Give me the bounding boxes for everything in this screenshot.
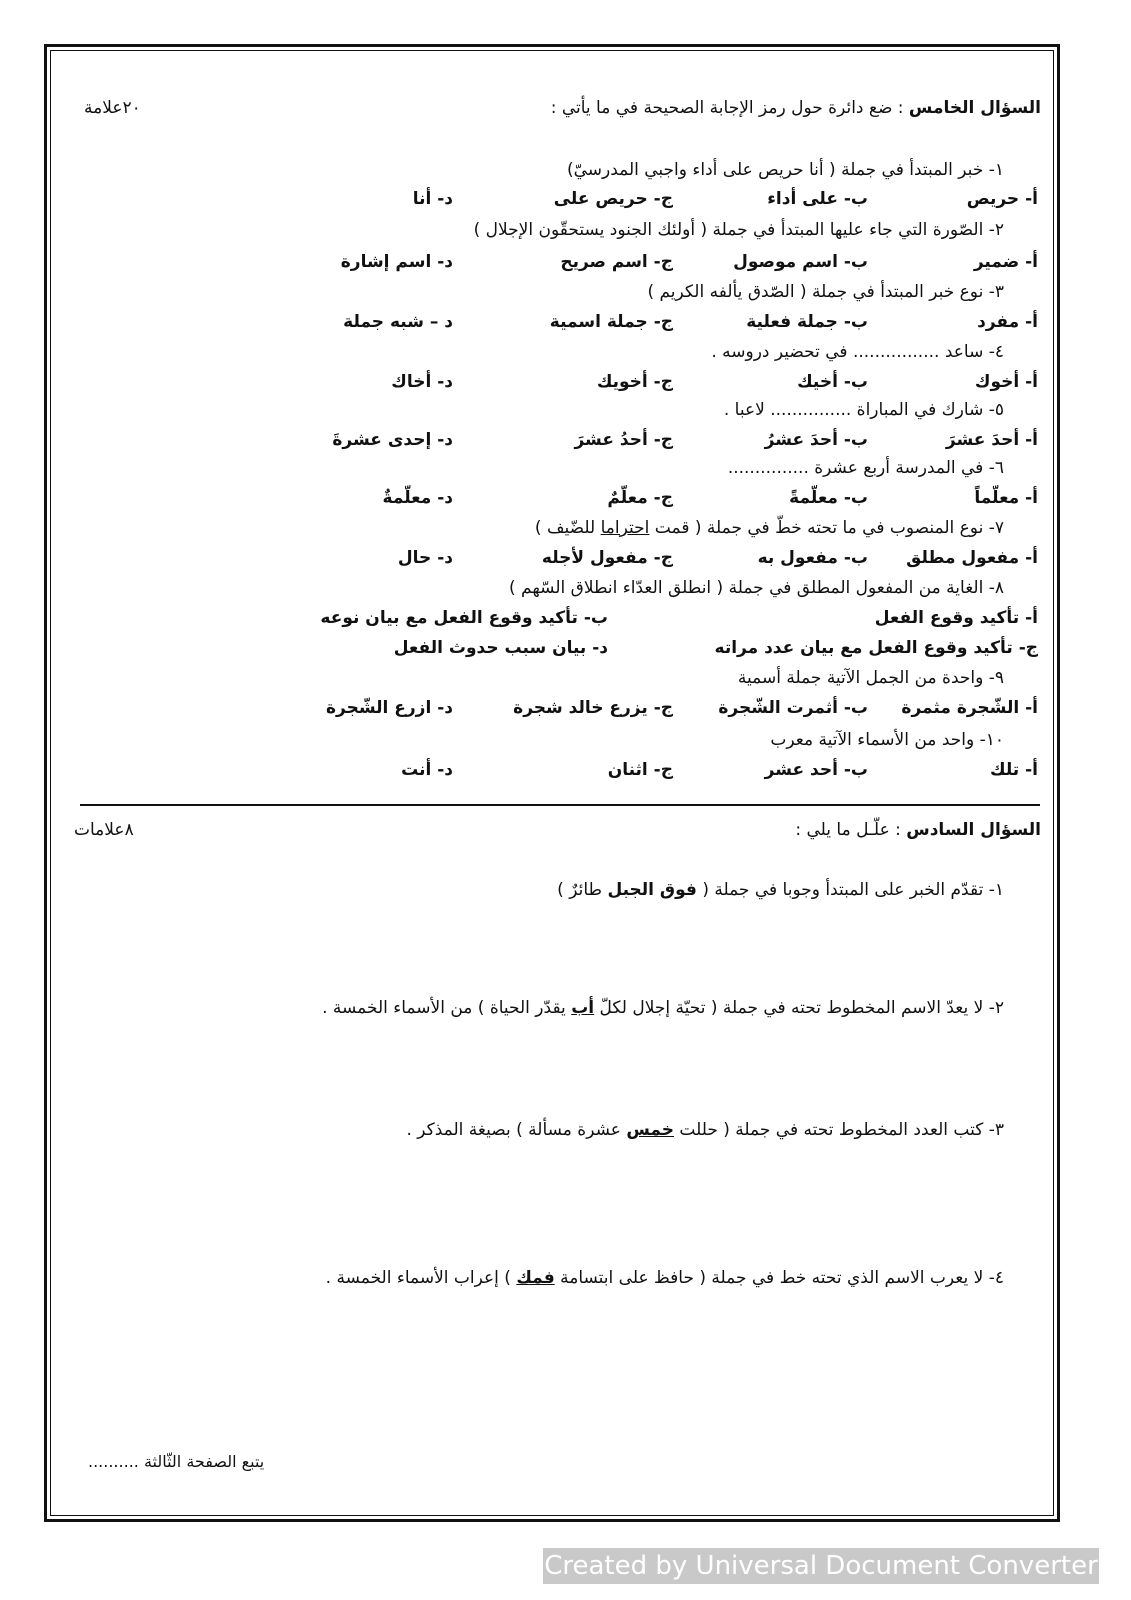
q5-item-2-question: ٢- الصّورة التي جاء عليها المبتدأ في جملة ( أولئك الجنود يستحقّون الإجلال ) <box>473 220 1004 240</box>
q5-item-2-option-a[interactable]: أ- ضمير <box>973 252 1038 272</box>
q5-item-6-options <box>208 488 1038 514</box>
q5-item-8-option-d[interactable]: د- بيان سبب حدوث الفعل <box>393 638 608 658</box>
q5-item-7-option-b[interactable]: ب- مفعول به <box>757 548 868 568</box>
q6-item-3-underlined: خمس <box>626 1120 674 1140</box>
q5-item-9-options <box>208 698 1038 724</box>
q6-item-1-text-start: ١- تقدّم الخبر على المبتدأ وجوبا في جملة ( <box>696 880 1004 900</box>
q5-item-8-option-c[interactable]: ج- تأكيد وقوع الفعل مع بيان عدد مراته <box>714 638 1038 658</box>
q6-title-instruction: : علّـل ما يلي : <box>795 820 907 840</box>
q5-item-4-option-d[interactable]: د- أخاك <box>391 372 453 392</box>
q6-item-3-text-end: عشرة مسألة ) بصيغة المذكر . <box>406 1120 627 1140</box>
q5-item-1-question: ١- خبر المبتدأ في جملة ( أنا حريص على أداء واجبي المدرسيّ) <box>566 160 1004 180</box>
q5-item-9-option-a[interactable]: أ- الشّجرة مثمرة <box>901 698 1038 718</box>
q6-title <box>795 820 1041 840</box>
q6-item-4 <box>326 1268 1004 1288</box>
q5-item-9-option-b[interactable]: ب- أثمرت الشّجرة <box>718 698 868 718</box>
footer-continue: يتبع الصفحة الثّالثة .......... <box>88 1452 265 1471</box>
q5-item-8-option-a[interactable]: أ- تأكيد وقوع الفعل <box>874 608 1038 628</box>
q5-item-3-option-b[interactable]: ب- جملة فعلية <box>746 312 868 332</box>
q5-item-1-option-a[interactable]: أ- حريص <box>966 189 1038 209</box>
q5-item-7-option-a[interactable]: أ- مفعول مطلق <box>906 548 1038 568</box>
q5-item-3-question: ٣- نوع خبر المبتدأ في جملة ( الصّدق يألفه الكريم ) <box>647 282 1004 302</box>
q5-item-4-option-c[interactable]: ج- أخويك <box>596 372 673 392</box>
q5-item-7-option-c[interactable]: ج- مفعول لأجله <box>541 548 673 568</box>
q5-item-7-underlined-word: احتراما <box>600 518 650 538</box>
q6-item-2-underlined: أب <box>571 998 595 1018</box>
q5-item-10-option-b[interactable]: ب- أحد عشر <box>764 760 868 780</box>
q5-item-2-option-b[interactable]: ب- اسم موصول <box>733 252 868 272</box>
q6-item-4-text-end: ) إعراب الأسماء الخمسة . <box>325 1268 517 1288</box>
q5-item-3-option-a[interactable]: أ- مفرد <box>977 312 1038 332</box>
q5-item-7-options <box>208 548 1038 574</box>
q5-title-instruction: : ضع دائرة حول رمز الإجابة الصحيحة في ما يأتي : <box>550 98 909 118</box>
q5-item-1-options <box>208 189 1038 215</box>
q6-item-2 <box>322 998 1004 1018</box>
q5-item-10-question: ١٠- واحد من الأسماء الآتية معرب <box>770 730 1004 750</box>
q5-item-10-options <box>208 760 1038 786</box>
q5-item-6-question: ٦- في المدرسة أربع عشرة ............... <box>727 458 1004 478</box>
section-divider <box>80 804 1040 806</box>
q5-item-5-question: ٥- شارك في المباراة ............... لاعبا . <box>723 400 1004 420</box>
q5-item-5-option-d[interactable]: د- إحدى عشرةَ <box>332 430 453 450</box>
q5-item-8-options-row2 <box>208 638 1038 664</box>
q5-item-10-option-c[interactable]: ج- اثنان <box>607 760 673 780</box>
q5-item-10-option-a[interactable]: أ- تلك <box>990 760 1038 780</box>
q5-item-4-question: ٤- ساعد ................ في تحضير دروسه . <box>711 342 1004 362</box>
q5-item-3-option-d[interactable]: د – شبه جملة <box>343 312 453 332</box>
q5-item-6-option-b[interactable]: ب- معلّمةً <box>789 488 868 508</box>
q6-item-1 <box>557 880 1004 900</box>
q5-item-5-option-c[interactable]: ج- أحدُ عشرَ <box>574 430 673 450</box>
q5-item-6-option-a[interactable]: أ- معلّماً <box>974 488 1038 508</box>
q6-item-1-bold: فوق الجبل <box>607 880 697 900</box>
q6-item-3 <box>406 1120 1004 1140</box>
q5-item-4-options <box>208 372 1038 398</box>
q6-title-label: السؤال السادس <box>906 820 1041 840</box>
q6-item-2-text-start: ٢- لا يعدّ الاسم المخطوط تحته في جملة ( تحيّة إجلال لكلّ <box>594 998 1004 1018</box>
q5-item-6-option-d[interactable]: د- معلّمةٌ <box>382 488 453 508</box>
q5-item-7-question-start: ٧- نوع المنصوب في ما تحته خطّ في جملة ( قمت <box>649 518 1004 538</box>
q5-item-10-option-d[interactable]: د- أنت <box>401 760 453 780</box>
q5-item-7-question-end: للضّيف ) <box>534 518 601 538</box>
watermark: Created by Universal Document Converter <box>543 1548 1099 1584</box>
q5-item-9-option-c[interactable]: ج- يزرع خالد شجرة <box>513 698 673 718</box>
q5-item-9-option-d[interactable]: د- ازرع الشّجرة <box>325 698 453 718</box>
q5-item-5-option-a[interactable]: أ- أحدَ عشرَ <box>945 430 1038 450</box>
q5-item-5-options <box>208 430 1038 456</box>
q6-item-2-text-end: يقدّر الحياة ) من الأسماء الخمسة . <box>322 998 572 1018</box>
q6-item-1-text-end: طائرٌ ) <box>557 880 608 900</box>
q5-item-8-option-b[interactable]: ب- تأكيد وقوع الفعل مع بيان نوعه <box>320 608 608 628</box>
q5-item-6-option-c[interactable]: ج- معلّمٌ <box>607 488 673 508</box>
q5-title-label: السؤال الخامس <box>908 98 1041 118</box>
q5-item-2-options <box>208 252 1038 278</box>
q5-item-1-option-d[interactable]: د- أنا <box>412 189 453 209</box>
q5-item-4-option-b[interactable]: ب- أخيك <box>797 372 868 392</box>
q5-item-7-question <box>535 518 1004 538</box>
q5-item-4-option-a[interactable]: أ- أخوك <box>974 372 1038 392</box>
q5-item-3-option-c[interactable]: ج- جملة اسمية <box>549 312 673 332</box>
q6-marks: ٨علامات <box>74 820 134 840</box>
q5-item-3-options <box>208 312 1038 338</box>
q5-item-1-option-b[interactable]: ب- على أداء <box>767 189 868 209</box>
q5-item-2-option-d[interactable]: د- اسم إشارة <box>340 252 453 272</box>
q5-item-8-options-row1 <box>208 608 1038 634</box>
q5-item-1-option-c[interactable]: ج- حريص على <box>553 189 673 209</box>
q6-item-3-text-start: ٣- كتب العدد المخطوط تحته في جملة ( حللت <box>674 1120 1004 1140</box>
q5-item-9-question: ٩- واحدة من الجمل الآتية جملة أسمية <box>737 668 1004 688</box>
q5-item-7-option-d[interactable]: د- حال <box>397 548 453 568</box>
q6-item-4-text-start: ٤- لا يعرب الاسم الذي تحته خط في جملة ( حافظ على ابتسامة <box>554 1268 1004 1288</box>
q5-item-2-option-c[interactable]: ج- اسم صريح <box>560 252 673 272</box>
q5-title <box>551 98 1041 118</box>
q6-item-4-underlined: فمك <box>516 1268 555 1288</box>
q5-marks: ٢٠علامة <box>84 98 141 118</box>
q5-item-5-option-b[interactable]: ب- أحدَ عشرُ <box>764 430 868 450</box>
q5-item-8-question: ٨- الغاية من المفعول المطلق في جملة ( انطلق العدّاء انطلاق السّهم ) <box>509 578 1004 598</box>
